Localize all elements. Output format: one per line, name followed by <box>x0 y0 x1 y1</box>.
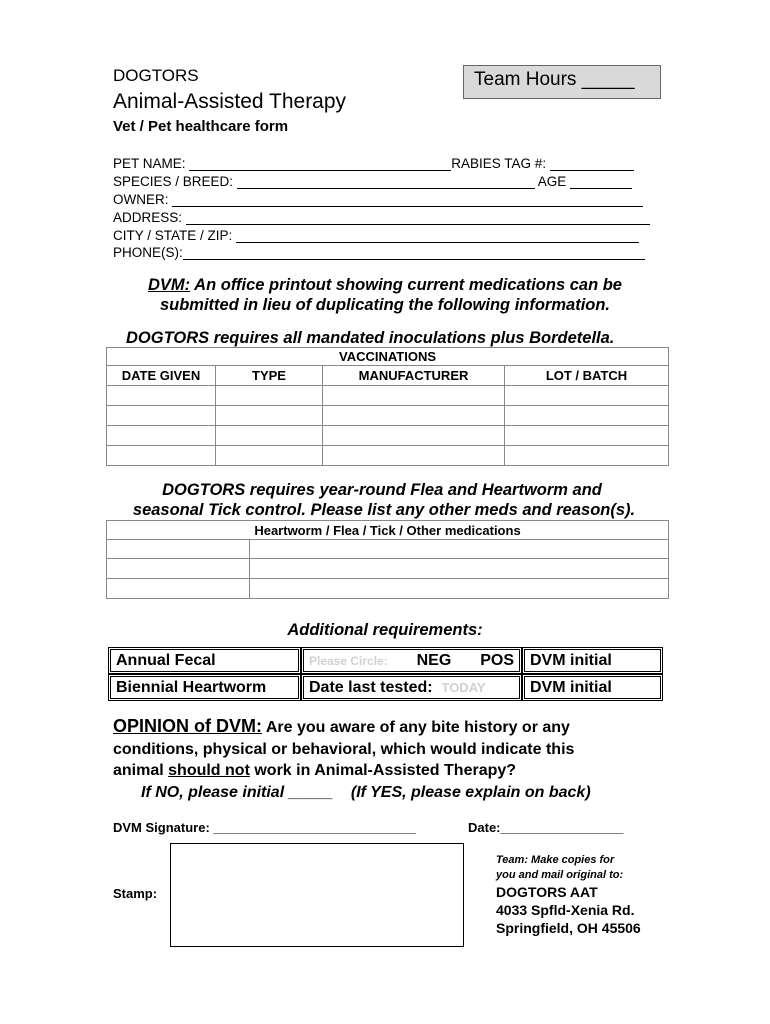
opinion-label: OPINION of DVM: <box>113 716 262 736</box>
opinion-section <box>113 716 673 803</box>
mailing-note <box>496 853 623 883</box>
table-cell[interactable] <box>216 446 323 466</box>
mailing-note-line1: Team: Make copies for <box>496 854 615 866</box>
table-row <box>107 540 669 559</box>
table-cell[interactable] <box>107 579 250 599</box>
signature-date-field[interactable]: Date:_________________ <box>468 820 624 835</box>
table-cell[interactable] <box>107 386 216 406</box>
stamp-label: Stamp: <box>113 886 158 901</box>
stamp-box[interactable] <box>170 843 464 947</box>
city-row <box>113 227 639 243</box>
mailing-city: Springfield, OH 45506 <box>496 920 641 936</box>
col-type: TYPE <box>216 366 323 386</box>
opinion-line1 <box>113 716 673 739</box>
table-cell[interactable] <box>107 540 250 559</box>
table-cell[interactable] <box>505 446 669 466</box>
flea-note-line2: seasonal Tick control. Please list any other meds and reason(s). <box>132 501 636 519</box>
neg-option[interactable]: NEG <box>416 651 452 669</box>
table-cell[interactable] <box>107 446 216 466</box>
opinion-line3 <box>113 760 673 782</box>
opinion-line3a: animal <box>113 762 169 779</box>
pos-option[interactable]: POS <box>480 651 514 669</box>
pet-name-label: PET NAME: <box>113 156 190 171</box>
fecal-dvm-initial[interactable]: DVM initial <box>522 647 663 674</box>
table-row <box>107 559 669 579</box>
please-circle-hint: Please Circle: <box>309 653 388 668</box>
table-cell[interactable] <box>505 386 669 406</box>
org-name: DOGTORS <box>113 66 199 85</box>
dvm-note-line2: submitted in lieu of duplicating the following information. <box>159 296 611 314</box>
opinion-line4[interactable]: If NO, please initial _____ (If YES, please explain on back) <box>141 783 591 801</box>
team-hours-box[interactable]: Team Hours _____ <box>463 65 661 99</box>
table-cell[interactable] <box>107 406 216 426</box>
table-cell[interactable] <box>250 579 669 599</box>
mailing-address <box>496 883 641 937</box>
pet-name-field[interactable] <box>189 157 451 171</box>
date-tested-cell[interactable] <box>301 674 522 701</box>
rabies-tag-field[interactable] <box>550 157 634 171</box>
table-cell[interactable] <box>216 426 323 446</box>
address-field[interactable] <box>186 211 650 225</box>
opinion-text1: Are you aware of any bite history or any <box>262 719 570 736</box>
opinion-line3b: work in Animal-Assisted Therapy? <box>249 762 517 779</box>
table-row <box>107 426 669 446</box>
medications-table <box>106 520 669 599</box>
annual-fecal-label: Annual Fecal <box>108 647 301 674</box>
table-row <box>107 579 669 599</box>
table-cell[interactable] <box>216 386 323 406</box>
fecal-result-cell <box>301 647 522 674</box>
opinion-line2: conditions, physical or behavioral, which would indicate this <box>113 740 575 758</box>
owner-row <box>113 191 643 207</box>
vaccinations-title: VACCINATIONS <box>107 348 669 366</box>
biennial-heartworm-label: Biennial Heartworm <box>108 674 301 701</box>
table-cell[interactable] <box>216 406 323 426</box>
table-cell[interactable] <box>323 386 505 406</box>
age-label: AGE <box>534 174 571 189</box>
form-subtitle: Vet / Pet healthcare form <box>113 118 289 135</box>
dvm-note-label: DVM: <box>148 276 191 294</box>
table-cell[interactable] <box>250 559 669 579</box>
today-hint: TODAY <box>441 680 486 695</box>
heartworm-dvm-initial[interactable]: DVM initial <box>522 674 663 701</box>
table-row <box>107 406 669 426</box>
table-cell[interactable] <box>323 446 505 466</box>
additional-title: Additional requirements: <box>287 621 483 639</box>
mailing-street: 4033 Spfld-Xenia Rd. <box>496 902 635 918</box>
age-field[interactable] <box>570 175 632 189</box>
phone-label: PHONE(S): <box>113 245 183 260</box>
dvm-note-text: An office printout showing current medications can be <box>190 276 622 294</box>
table-cell[interactable] <box>323 426 505 446</box>
table-cell[interactable] <box>323 406 505 426</box>
vaccinations-table <box>106 347 669 466</box>
table-row <box>107 386 669 406</box>
table-cell[interactable] <box>505 426 669 446</box>
phone-field[interactable] <box>183 246 645 260</box>
table-cell[interactable] <box>250 540 669 559</box>
species-row <box>113 173 632 189</box>
dvm-signature-field[interactable]: DVM Signature: ____________________________ <box>113 820 416 835</box>
col-manufacturer: MANUFACTURER <box>323 366 505 386</box>
dvm-note-line1 <box>0 276 770 295</box>
owner-field[interactable] <box>172 193 643 207</box>
flea-note-line1: DOGTORS requires year-round Flea and Heartworm and <box>162 481 602 499</box>
col-lot-batch: LOT / BATCH <box>505 366 669 386</box>
city-field[interactable] <box>236 229 639 243</box>
form-title: Animal-Assisted Therapy <box>113 90 347 113</box>
should-not-text: should not <box>168 762 250 779</box>
col-date-given: DATE GIVEN <box>107 366 216 386</box>
table-cell[interactable] <box>505 406 669 426</box>
date-tested-label: Date last tested: <box>309 678 433 696</box>
species-breed-label: SPECIES / BREED: <box>113 174 237 189</box>
species-breed-field[interactable] <box>237 175 535 189</box>
mailing-name: DOGTORS AAT <box>496 884 598 900</box>
pet-name-row <box>113 155 634 171</box>
phone-row <box>113 244 645 260</box>
city-label: CITY / STATE / ZIP: <box>113 228 237 243</box>
table-cell[interactable] <box>107 559 250 579</box>
table-cell[interactable] <box>107 426 216 446</box>
medications-title: Heartworm / Flea / Tick / Other medications <box>107 521 669 540</box>
mailing-note-line2: you and mail original to: <box>496 869 624 881</box>
inoculation-note: DOGTORS requires all mandated inoculations plus Bordetella. <box>126 329 615 347</box>
owner-label: OWNER: <box>113 192 173 207</box>
address-label: ADDRESS: <box>113 210 186 225</box>
address-row <box>113 209 650 225</box>
rabies-tag-label: RABIES TAG #: <box>451 156 550 171</box>
table-row <box>107 446 669 466</box>
